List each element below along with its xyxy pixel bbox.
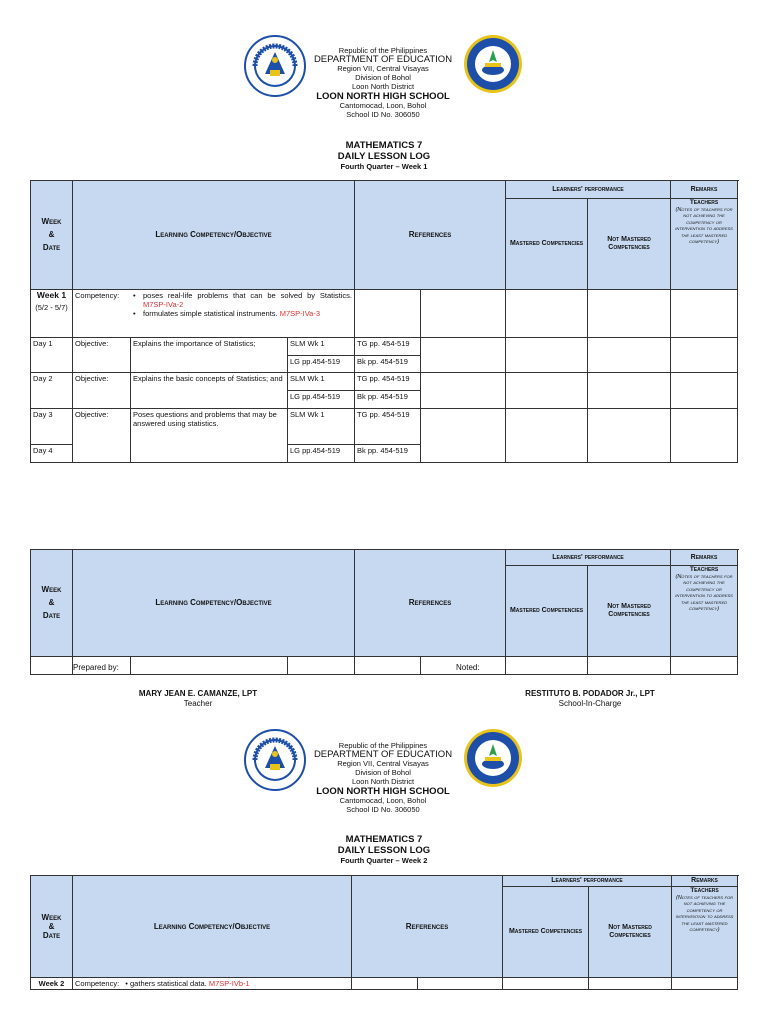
teachers-remarks-cell[interactable] — [588, 408, 671, 462]
ref-cell: Bk pp. 454-519 — [355, 444, 421, 462]
ref-cell — [352, 977, 418, 989]
mastered-header: Mastered Competencies — [506, 199, 588, 290]
teachers-remarks-header: Teachers (Notes of teachers for not achieving the competency or intervention to address the least mastered competency) — [672, 887, 738, 978]
school-name: LOON NORTH HIGH SCHOOL — [316, 91, 450, 102]
quarter-week-label: Fourth Quarter – Week 1 — [340, 162, 428, 171]
competency-cell[interactable] — [131, 656, 288, 674]
school-id: School ID No. 306050 — [346, 805, 420, 814]
prepared-by-label: Prepared by: — [73, 663, 119, 672]
day-cell: Day 4 — [31, 444, 73, 462]
teachers-remarks-cell[interactable] — [588, 372, 671, 408]
subject-title: MATHEMATICS 7 — [345, 140, 423, 151]
letterhead-week1 — [0, 34, 768, 144]
heads-remarks-cell[interactable] — [671, 337, 738, 372]
competency-header: Learning Competency/Objective — [73, 181, 355, 290]
objective-text: Poses questions and problems that may be answered using statistics. — [131, 408, 288, 462]
week-cell — [31, 289, 73, 337]
ref-cell — [421, 289, 506, 337]
division-line: Division of Bohol — [355, 73, 411, 82]
document-title: DAILY LESSON LOG — [337, 151, 431, 162]
school-logo-icon — [463, 728, 523, 788]
district-line: Loon North District — [351, 777, 415, 786]
ref-cell: TG pp. 454-519 — [355, 408, 421, 444]
ref-cell[interactable] — [288, 656, 355, 674]
mastered-cell[interactable] — [421, 408, 506, 462]
school-id: School ID No. 306050 — [346, 110, 420, 119]
republic-line: Republic of the Philippines — [338, 741, 428, 750]
teachers-remarks-header: Teachers (Notes of teachers for not achieving the competency or intervention to address the least mastered competency) — [671, 199, 738, 290]
not-mastered-cell[interactable] — [589, 977, 672, 989]
school-address: Cantomocad, Loon, Bohol — [339, 101, 427, 110]
letterhead-week2 — [0, 728, 768, 838]
ref-cell: SLM Wk 1 — [288, 337, 355, 355]
ref-cell: Bk pp. 454-519 — [355, 390, 421, 408]
district-line: Loon North District — [351, 82, 415, 91]
references-header: References — [352, 876, 503, 978]
subject-title: MATHEMATICS 7 — [345, 834, 423, 845]
competency-text: gathers statistical data. — [130, 978, 207, 988]
school-logo-icon — [463, 34, 523, 94]
list-item: • formulates simple statistical instruments. M7SP-IVa-3 — [131, 309, 352, 318]
competency-label: Competency: — [75, 290, 120, 300]
teacher-signature — [108, 689, 288, 709]
not-mastered-cell[interactable] — [588, 289, 671, 337]
mastered-cell[interactable] — [421, 337, 506, 372]
list-item: • poses real-life problems that can be solved by Statistics. M7SP-IVa-2 — [131, 291, 352, 309]
ref-cell[interactable] — [355, 656, 421, 674]
remarks-header: Remarks — [671, 550, 738, 566]
remarks-header: Remarks — [672, 876, 738, 887]
objective-label: Objective: — [73, 372, 131, 408]
competency-code: M7SP-IVb-1 — [208, 978, 250, 988]
quarter-week-label: Fourth Quarter – Week 2 — [340, 856, 428, 865]
learners-performance-header: Learners' performance — [506, 550, 671, 566]
head-name: RESTITUTO B. PODADOR Jr., LPT — [525, 689, 655, 698]
table-row — [31, 372, 738, 390]
heads-remarks-cell[interactable] — [671, 372, 738, 408]
table-row — [31, 977, 738, 989]
ref-cell: LG pp.454-519 — [288, 355, 355, 372]
ref-cell: LG pp.454-519 — [288, 390, 355, 408]
objective-text: Explains the basic concepts of Statistics; and — [131, 372, 288, 408]
document-title: DAILY LESSON LOG — [337, 845, 431, 856]
ref-cell: LG pp.454-519 — [288, 444, 355, 462]
teachers-remarks-header: Teachers (Notes of teachers for not achieving the competency or intervention to address the least mastered competency) — [671, 566, 738, 657]
title-block-week1 — [0, 140, 768, 171]
table-row — [31, 408, 738, 444]
week-date-header: Week & Date — [31, 181, 73, 290]
division-line: Division of Bohol — [355, 768, 411, 777]
not-mastered-cell[interactable] — [506, 372, 588, 408]
teachers-remarks-cell[interactable] — [588, 337, 671, 372]
learners-performance-header: Learners' performance — [503, 876, 672, 887]
competency-header: Learning Competency/Objective — [73, 876, 352, 978]
not-mastered-cell[interactable] — [506, 656, 588, 674]
lesson-log-table-week1 — [30, 180, 738, 463]
teachers-remarks-cell[interactable] — [588, 656, 671, 674]
lesson-log-table-continued — [30, 549, 738, 675]
teachers-remarks-cell[interactable] — [671, 289, 738, 337]
competency-code: M7SP-IVa-3 — [279, 308, 321, 318]
deped-seal-icon — [243, 34, 307, 98]
table-row — [31, 289, 738, 337]
region-line: Region VII, Central Visayas — [337, 759, 429, 768]
not-mastered-header: Not Mastered Competencies — [588, 566, 671, 657]
not-mastered-header: Not Mastered Competencies — [588, 199, 671, 290]
day-cell: Day 2 — [31, 372, 73, 408]
heads-remarks-cell[interactable] — [671, 408, 738, 462]
competency-label: Competency: — [75, 978, 120, 988]
ref-cell: Bk pp. 454-519 — [355, 355, 421, 372]
head-role: School-In-Charge — [558, 699, 622, 708]
ref-cell — [355, 289, 421, 337]
ref-cell — [418, 977, 503, 989]
competency-cell — [73, 289, 355, 337]
mastered-header: Mastered Competencies — [506, 566, 588, 657]
references-header: References — [355, 550, 506, 657]
references-header: References — [355, 181, 506, 290]
mastered-cell[interactable] — [421, 372, 506, 408]
competency-header: Learning Competency/Objective — [73, 550, 355, 657]
remarks-header: Remarks — [671, 181, 738, 199]
lesson-log-table-week2 — [30, 875, 738, 990]
deped-seal-icon — [243, 728, 307, 792]
ref-cell: SLM Wk 1 — [288, 372, 355, 390]
ref-cell: TG pp. 454-519 — [355, 337, 421, 355]
objective-label: Objective: — [73, 408, 131, 462]
week-date-header: Week & Date — [31, 550, 73, 657]
school-address: Cantomocad, Loon, Bohol — [339, 796, 427, 805]
teacher-role: Teacher — [183, 699, 213, 708]
school-name: LOON NORTH HIGH SCHOOL — [316, 786, 450, 797]
region-line: Region VII, Central Visayas — [337, 64, 429, 73]
not-mastered-cell[interactable] — [506, 337, 588, 372]
competency-code: M7SP-IVa-2 — [143, 299, 184, 309]
week-label: Week 2 — [31, 977, 73, 989]
letterhead-text — [300, 741, 466, 814]
ref-cell: TG pp. 454-519 — [355, 372, 421, 390]
title-block-week2 — [0, 834, 768, 865]
not-mastered-cell[interactable] — [506, 408, 588, 462]
ref-cell: SLM Wk 1 — [288, 408, 355, 444]
day-cell: Day 1 — [31, 337, 73, 372]
learners-performance-header: Learners' performance — [506, 181, 671, 199]
department-line: DEPARTMENT OF EDUCATION — [313, 54, 453, 65]
week-label: Week 1 — [36, 289, 67, 300]
teachers-remarks-cell[interactable] — [672, 977, 738, 989]
objective-label: Objective: — [73, 337, 131, 372]
letterhead-text — [300, 46, 466, 119]
week-date-header: Week & Date — [31, 876, 73, 978]
mastered-cell[interactable] — [506, 289, 588, 337]
heads-remarks-cell[interactable] — [671, 656, 738, 674]
day-cell: Day 3 — [31, 408, 73, 444]
mastered-cell[interactable] — [503, 977, 589, 989]
week-cell[interactable] — [31, 656, 73, 674]
week-dates: (5/2 - 5/7) — [35, 302, 68, 312]
republic-line: Republic of the Philippines — [338, 46, 428, 55]
teacher-name: MARY JEAN E. CAMANZE, LPT — [138, 689, 258, 698]
mastered-header: Mastered Competencies — [503, 887, 589, 978]
noted-label: Noted: — [456, 663, 480, 672]
objective-text: Explains the importance of Statistics; — [131, 337, 288, 372]
department-line: DEPARTMENT OF EDUCATION — [313, 749, 453, 760]
head-signature — [500, 689, 680, 709]
competency-cell: Competency: • gathers statistical data. M7SP-IVb-1 — [73, 977, 352, 989]
table-row — [31, 337, 738, 355]
table-row — [31, 656, 738, 674]
not-mastered-header: Not Mastered Competencies — [589, 887, 672, 978]
